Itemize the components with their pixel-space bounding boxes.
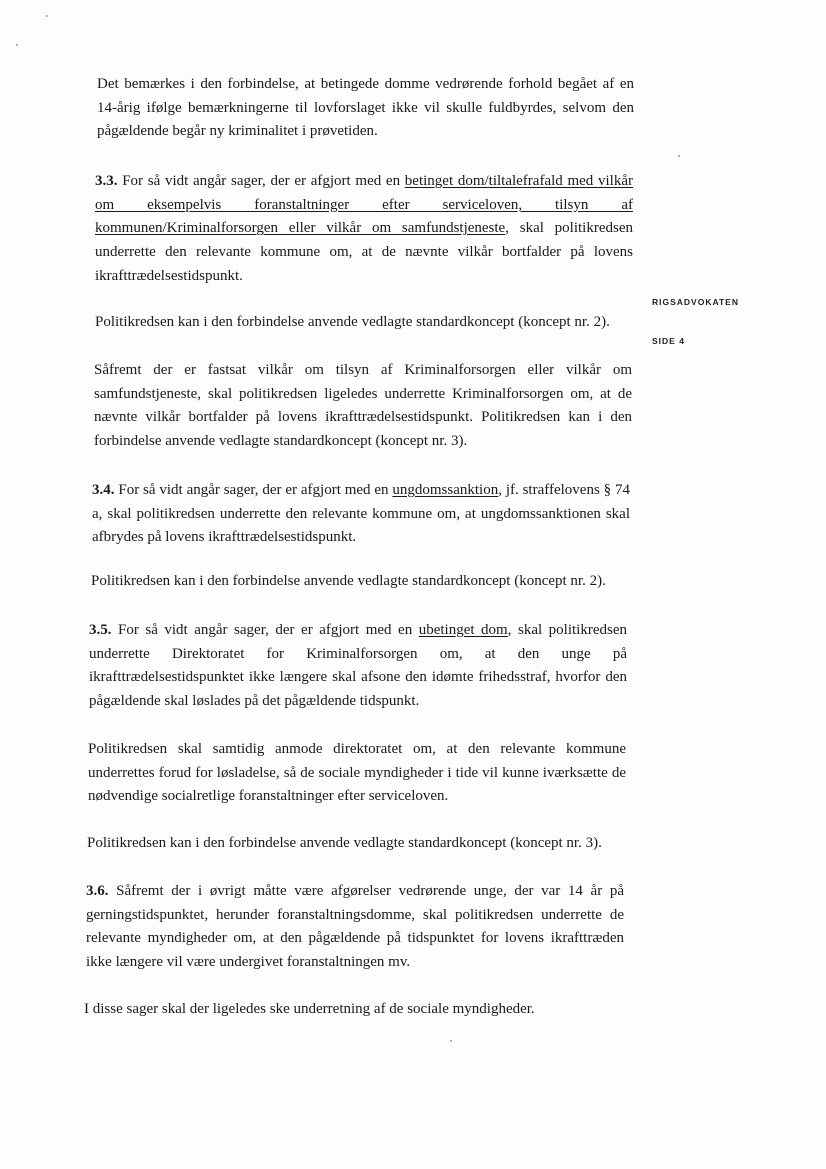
paragraph-lead-text: For så vidt angår sager, der er afgjort med en [117, 173, 405, 189]
paragraph-kriminalforsorgen-notice: Såfremt der er fastsat vilkår om tilsyn af Kriminalforsorgen eller vilkår om samfundstjeneste, skal politikredsen ligeledes underrette Kriminalforsorgen om, at de nævnte vilkår bortfalder på lovens ikrafttrædelsestidspunkt. Politikredsen kan i den forbindelse anvende vedlagte standardkoncept (koncept nr. 3). [94, 362, 632, 450]
paragraph-tail-text: , skal politikredsen underrette Direktoratet for Kriminalforsorgen om, at den unge på ikrafttrædelsestidspunktet ikke længere skal afsone den idømte frihedsstraf, hvorfor den pågældende skal løslades på det pågældende tidspunkt. [89, 622, 627, 710]
paragraph-concept-2-reference: Politikredsen kan i den forbindelse anvende vedlagte standardkoncept (koncept nr. 2). [91, 573, 606, 589]
scan-speck [450, 1040, 452, 1042]
section-number: 3.4. [92, 482, 115, 498]
section-number: 3.6. [86, 883, 109, 899]
scan-speck [678, 155, 680, 157]
paragraph-lead-text: For så vidt angår sager, der er afgjort med en [114, 482, 393, 498]
paragraph-concept-3-reference: Politikredsen kan i den forbindelse anvende vedlagte standardkoncept (koncept nr. 3). [87, 835, 602, 851]
paragraph-tail-text: , jf. straffelovens § 74 a, skal politikredsen underrette den relevante kommune om, at ungdomssanktionen skal afbrydes på lovens ikrafttrædelsestidspunkt. [92, 482, 630, 546]
paragraph-concept-2-reference: Politikredsen kan i den forbindelse anvende vedlagte standardkoncept (koncept nr. 2). [95, 314, 610, 330]
paragraph-body-text: Såfremt der i øvrigt måtte være afgørelser vedrørende unge, der var 14 år på gerningstidspunktet, herunder foranstaltningsdomme, skal politikredsen underrette de relevante myndigheder om, at den pågældende på tidspunktet for lovens ikrafttræden ikke længere vil være undergivet foranstaltningen mv. [86, 883, 624, 971]
organization-label: RIGSADVOKATEN [652, 297, 739, 307]
paragraph-tail-text: , skal politikredsen underrette den relevante kommune om, at de nævnte vilkår bortfalder på lovens ikrafttrædelsestidspunkt. [95, 220, 633, 284]
page-number-label: SIDE 4 [652, 336, 685, 346]
section-3-3-paragraph [95, 170, 633, 289]
section-number: 3.5. [89, 622, 112, 638]
underlined-term: ungdomssanktion [392, 482, 499, 498]
paragraph-lead-text: For så vidt angår sager, der er afgjort med en [111, 622, 419, 638]
paragraph-14-year-old-suspended-sentences: Det bemærkes i den forbindelse, at betingede domme vedrørende forhold begået af en 14-årig ifølge bemærkningerne til lovforslaget ikke vil skulle fuldbyrdes, selvom den pågældende begår ny kriminalitet i prøvetiden. [97, 76, 634, 140]
section-3-4-paragraph [92, 479, 630, 550]
scan-speck [16, 44, 18, 46]
paragraph-directorate-request: Politikredsen skal samtidig anmode direktoratet om, at den relevante kommune underrettes forud for løsladelse, så de sociale myndigheder i tide vil kunne iværksætte de nødvendige socialretlige foranstaltninger efter serviceloven. [88, 741, 626, 805]
scan-speck [46, 15, 48, 17]
section-number: 3.3. [95, 173, 118, 189]
paragraph-social-authorities-notice: I disse sager skal der ligeledes ske underretning af de sociale myndigheder. [84, 1001, 535, 1017]
section-3-6-paragraph [86, 880, 624, 975]
section-3-5-paragraph [89, 619, 627, 714]
underlined-term: betinget dom/tiltalefrafald med vilkår om eksempelvis foranstaltninger efter serviceloven, tilsyn af kommunen/Kriminalforsorgen eller vilkår om samfundstjeneste [95, 173, 633, 237]
underlined-term: ubetinget dom [418, 622, 508, 638]
